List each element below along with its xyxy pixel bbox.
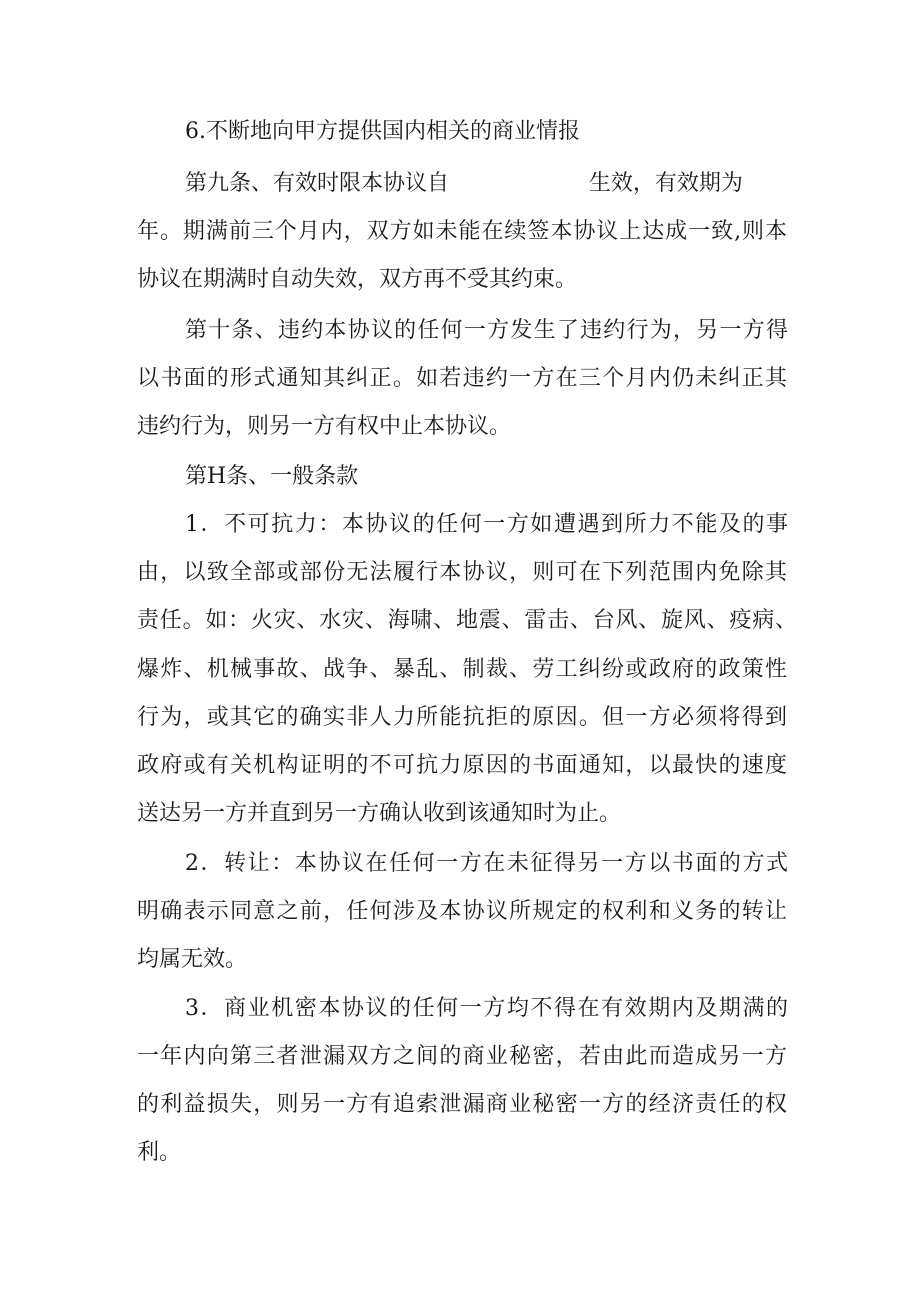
- transfer-line-1: 2．转让：本协议在任何一方在未征得另一方以书面的方式: [185, 851, 788, 876]
- force-majeure-line-3: 责任。如：火灾、水灾、海啸、地震、雷击、台风、旋风、疫病、: [137, 608, 797, 633]
- clause-9-line-2: 年。期满前三个月内，双方如未能在续签本协议上达成一致,则本: [137, 219, 787, 244]
- transfer-line-3: 均属无效。: [137, 947, 248, 972]
- clause-10-line-1: 第十条、违约本协议的任何一方发生了违约行为，另一方得: [185, 318, 788, 343]
- force-majeure-line-7: 送达另一方并直到另一方确认收到该通知时为止。: [137, 801, 622, 826]
- force-majeure-line-1: 1．不可抗力：本协议的任何一方如遭遇到所力不能及的事: [185, 512, 788, 537]
- clause-10-line-3: 违约行为，则另一方有权中止本协议。: [137, 414, 512, 439]
- clause-9-line-1: 第九条、有效时限本协议自 生效，有效期为: [185, 171, 743, 196]
- clause-8-item-6: 6.不断地向甲方提供国内相关的商业情报: [185, 119, 580, 144]
- force-majeure-line-2: 由，以致全部或部份无法履行本协议，则可在下列范围内免除其: [137, 560, 787, 585]
- transfer-line-2: 明确表示同意之前，任何涉及本协议所规定的权利和义务的转让: [137, 899, 787, 924]
- clause-10-line-2: 以书面的形式通知其纠正。如若违约一方在三个月内仍未纠正其: [137, 366, 787, 391]
- confidentiality-line-1: 3．商业机密本协议的任何一方均不得在有效期内及期满的: [185, 996, 788, 1021]
- confidentiality-line-4: 利。: [137, 1140, 182, 1165]
- clause-9-line-3: 协议在期满时自动失效，双方再不受其约束。: [137, 267, 578, 292]
- confidentiality-line-2: 一年内向第三者泄漏双方之间的商业秘密，若由此而造成另一方: [137, 1044, 787, 1069]
- force-majeure-line-4: 爆炸、机械事故、战争、暴乱、制裁、劳工纠纷或政府的政策性: [137, 657, 787, 682]
- clause-11-heading: 第H条、一般条款: [185, 464, 359, 489]
- force-majeure-line-6: 政府或有关机构证明的不可抗力原因的书面通知，以最快的速度: [137, 753, 787, 778]
- force-majeure-line-5: 行为，或其它的确实非人力所能抗拒的原因。但一方必须将得到: [137, 705, 787, 730]
- confidentiality-line-3: 的利益损失，则另一方有追索泄漏商业秘密一方的经济责任的权: [137, 1092, 787, 1117]
